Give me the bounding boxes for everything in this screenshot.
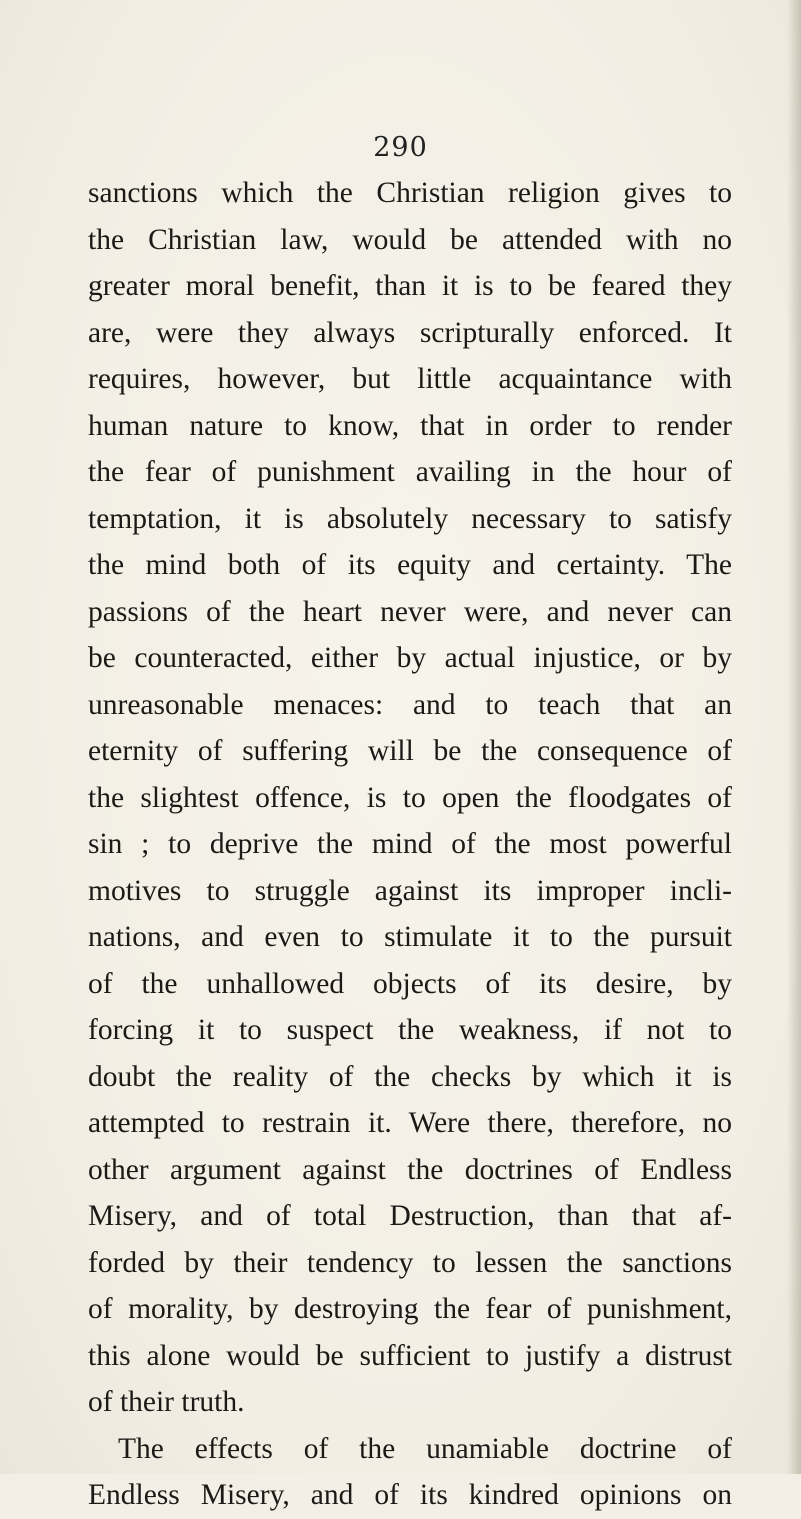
text-line: the fear of punishment availing in the hour of — [88, 456, 732, 488]
text-line: be counteracted, either by actual injustice, or by — [88, 642, 732, 674]
text-line: requires, however, but little acquaintance with — [88, 363, 732, 395]
text-line: forded by their tendency to lessen the sanctions — [88, 1246, 732, 1279]
text-line: greater moral benefit, than it is to be feared they — [88, 270, 732, 302]
text-line: the Christian law, would be attended with no — [88, 223, 732, 256]
paragraph-start-line: The effects of the unamiable doctrine of — [118, 1432, 732, 1465]
text-line: the mind both of its equity and certainty. The — [88, 549, 732, 581]
text-line: of morality, by destroying the fear of punishment, — [88, 1293, 732, 1325]
text-line: other argument against the doctrines of Endless — [88, 1153, 732, 1186]
text-line: sin ; to deprive the mind of the most powerful — [88, 828, 732, 860]
text-line: this alone would be sufficient to justify a distrust — [88, 1339, 732, 1372]
body-text — [88, 170, 732, 1519]
paragraph-end-line: of their truth. — [88, 1386, 245, 1418]
text-line: sanctions which the Christian religion gives to — [88, 177, 732, 209]
text-line: unreasonable menaces: and to teach that an — [88, 688, 732, 721]
text-line: attempted to restrain it. Were there, therefore, no — [88, 1107, 732, 1139]
text-line: Endless Misery, and of its kindred opinions on — [88, 1479, 732, 1511]
text-line: Misery, and of total Destruction, than that af- — [88, 1200, 732, 1232]
text-line: motives to struggle against its improper incli- — [88, 874, 732, 907]
text-line: doubt the reality of the checks by which it is — [88, 1060, 732, 1093]
text-line: of the unhallowed objects of its desire, by — [88, 967, 732, 1000]
text-line: nations, and even to stimulate it to the pursuit — [88, 921, 732, 953]
text-line: temptation, it is absolutely necessary to satisfy — [88, 502, 732, 535]
text-line: are, were they always scripturally enforced. It — [88, 316, 732, 349]
text-line: passions of the heart never were, and never can — [88, 595, 732, 628]
text-line: forcing it to suspect the weakness, if not to — [88, 1014, 732, 1046]
text-line: eternity of suffering will be the consequence of — [88, 735, 732, 767]
page-edge-shadow — [787, 0, 801, 1474]
text-line: the slightest offence, is to open the floodgates of — [88, 781, 732, 814]
text-line: human nature to know, that in order to render — [88, 409, 732, 442]
page-number: 290 — [373, 132, 428, 163]
